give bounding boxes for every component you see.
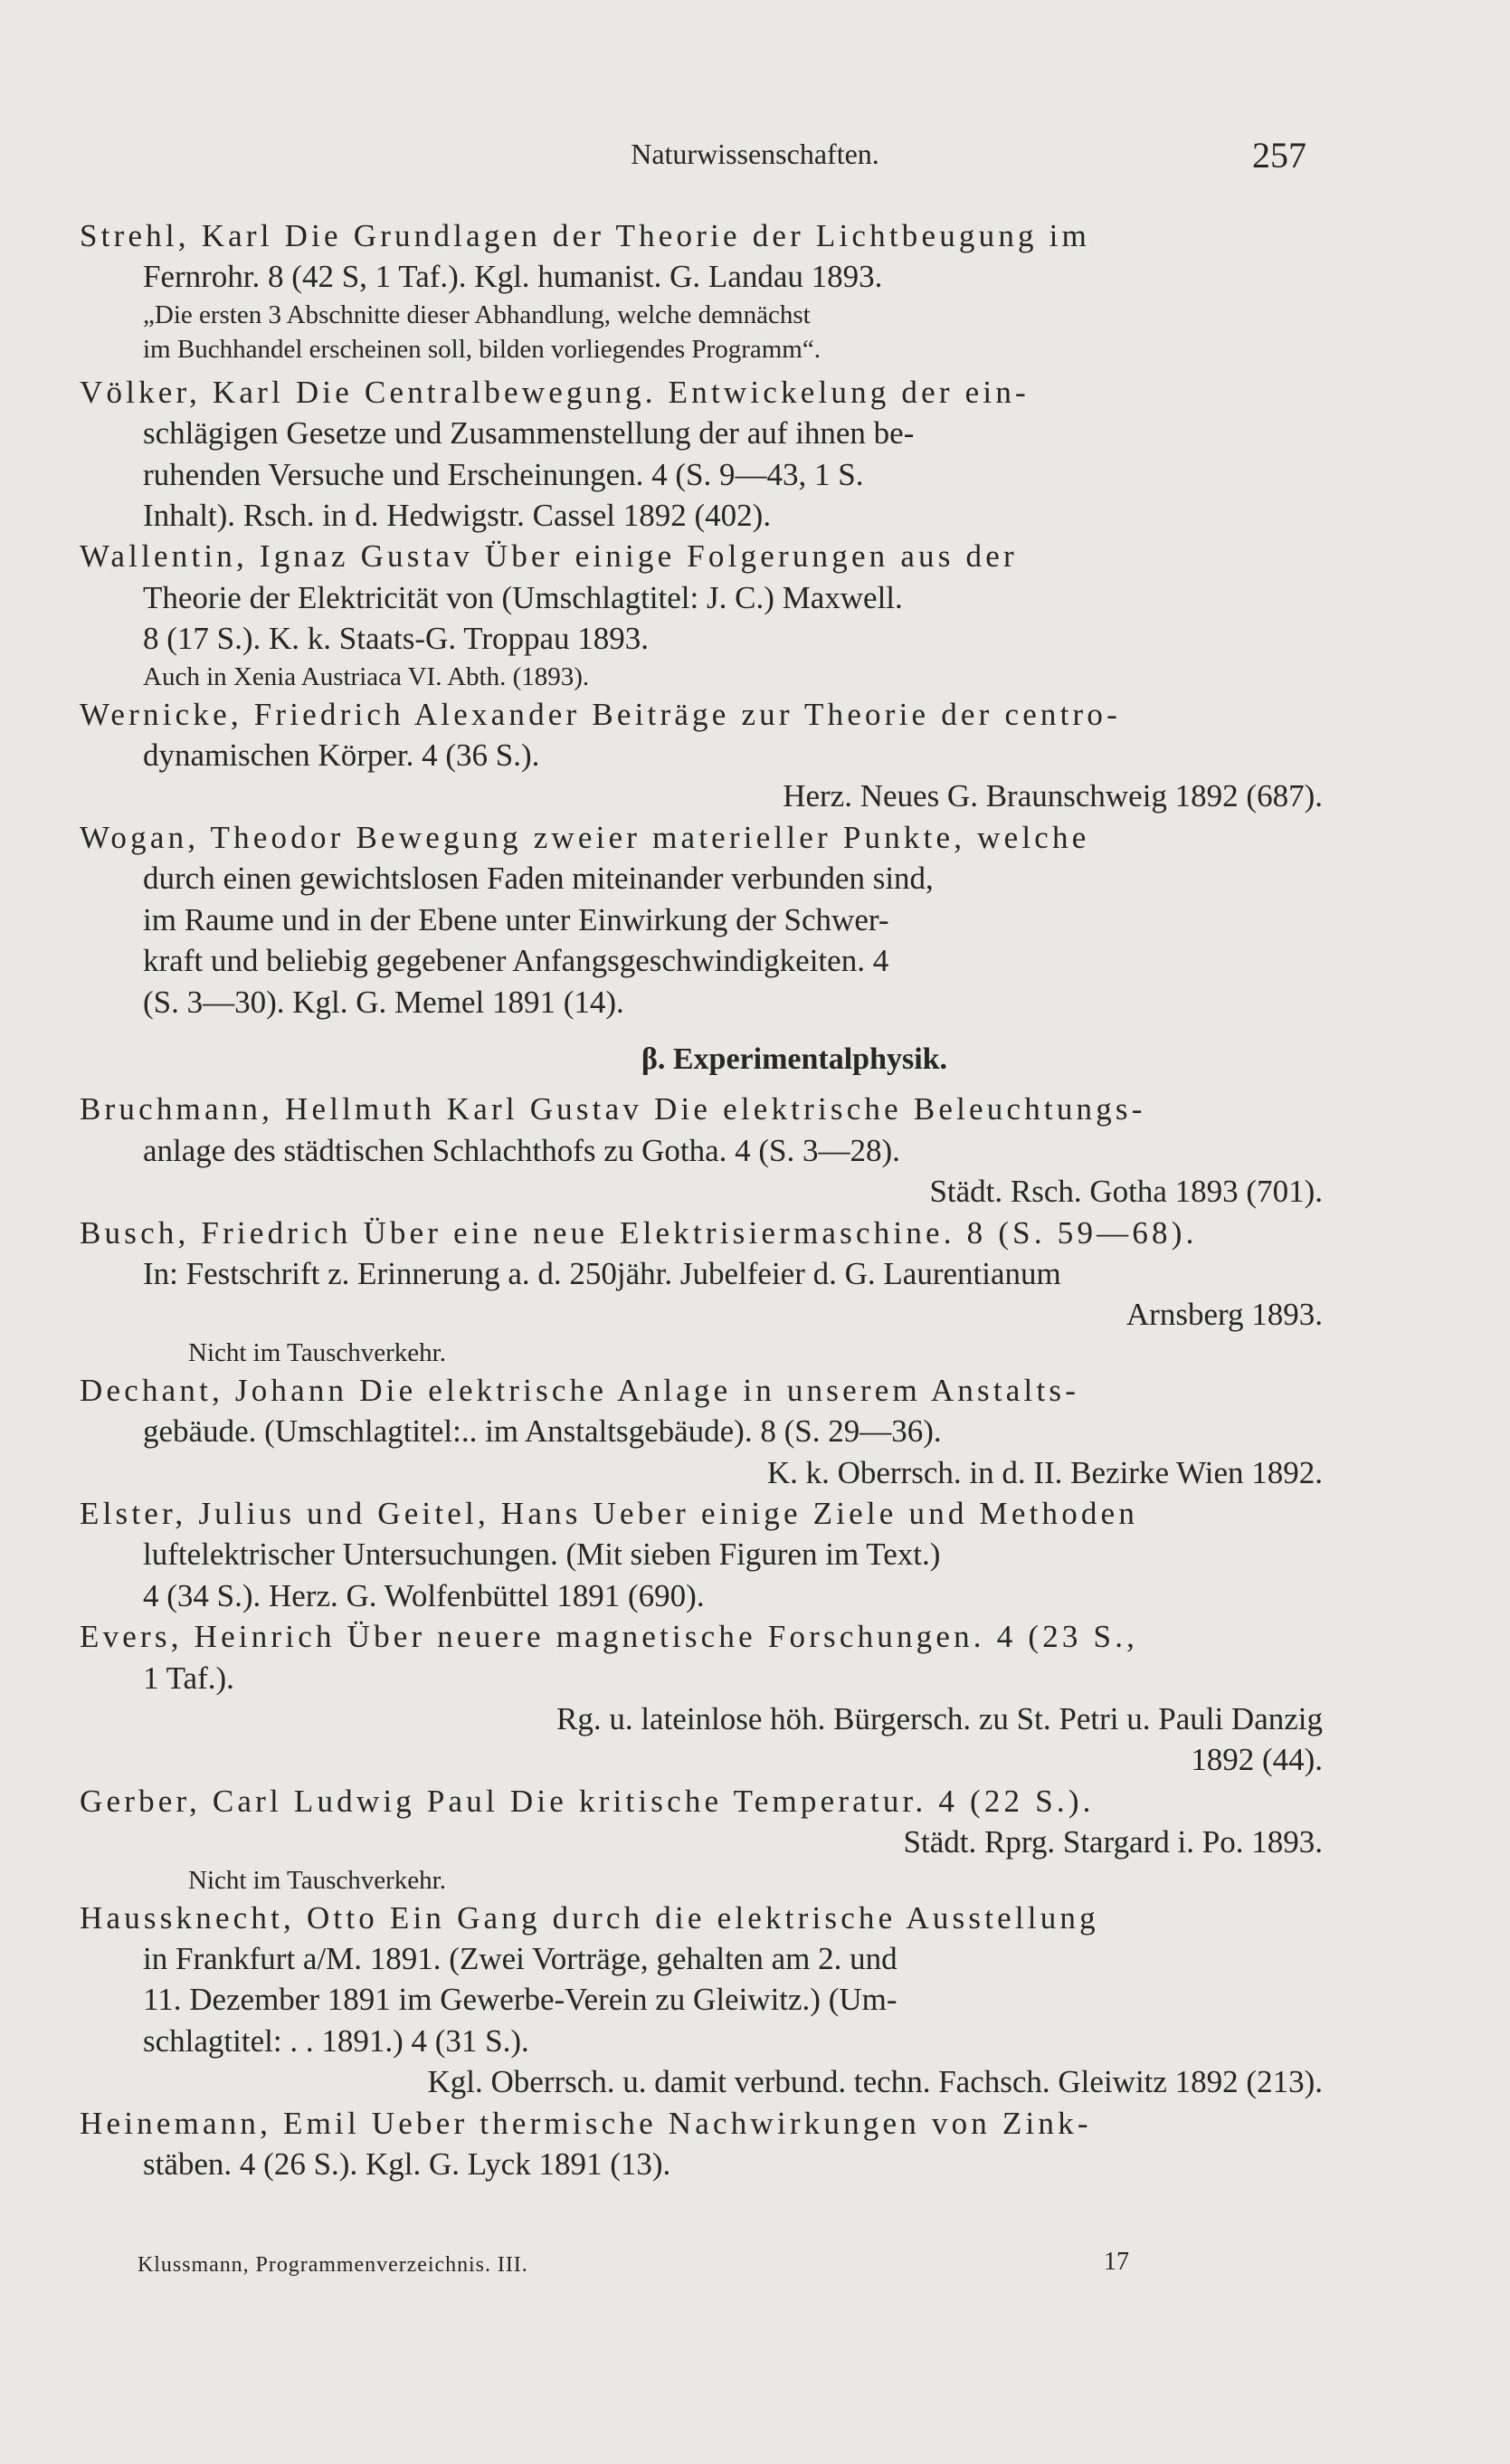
entry-line: 1892 (44). <box>1191 1742 1323 1778</box>
bibliography-list <box>80 215 1328 2184</box>
entry-line: Gerber, Carl Ludwig Paul Die kritische Temperatur. 4 (22 S.). <box>80 1783 1095 1819</box>
entry-evers <box>80 1616 1328 1781</box>
entry-wogan <box>80 817 1328 1023</box>
entry-line: schlägigen Gesetze und Zusammenstellung der auf ihnen be- <box>143 415 915 452</box>
entry-line: Arnsberg 1893. <box>1125 1297 1323 1333</box>
entry-line: Wernicke, Friedrich Alexander Beiträge zur Theorie der centro- <box>80 696 1121 732</box>
entry-line: Evers, Heinrich Über neuere magnetische Forschungen. 4 (23 S., <box>80 1619 1139 1655</box>
entry-line: Theorie der Elektricität von (Umschlagtitel: J. C.) Maxwell. <box>143 579 903 615</box>
page-number: 257 <box>1252 135 1306 176</box>
entry-line: Haussknecht, Otto Ein Gang durch die elektrische Ausstellung <box>80 1899 1099 1936</box>
entry-line: 4 (34 S.). Herz. G. Wolfenbüttel 1891 (690). <box>143 1577 705 1613</box>
entry-line: 1 Taf.). <box>143 1660 234 1696</box>
entry-line: Bruchmann, Hellmuth Karl Gustav Die elektrische Beleuchtungs- <box>80 1091 1146 1127</box>
entry-line: 8 (17 S.). K. k. Staats-G. Troppau 1893. <box>143 621 650 657</box>
entry-line: ruhenden Versuche und Erscheinungen. 4 (S. 9—43, 1 S. <box>143 456 864 492</box>
entry-strehl <box>80 215 1328 366</box>
signature-mark: 17 <box>1104 2248 1129 2276</box>
entry-dechant <box>80 1370 1328 1493</box>
entry-line: luftelektrischer Untersuchungen. (Mit sieben Figuren im Text.) <box>143 1536 941 1573</box>
entry-line: Völker, Karl Die Centralbewegung. Entwickelung der ein- <box>80 374 1030 410</box>
entry-line: gebäude. (Umschlagtitel:.. im Anstaltsgebäude). 8 (S. 29—36). <box>143 1413 942 1450</box>
entry-wernicke <box>80 694 1328 817</box>
entry-line: anlage des städtischen Schlachthofs zu Gotha. 4 (S. 3—28). <box>143 1132 900 1168</box>
entry-line: Heinemann, Emil Ueber thermische Nachwirkungen von Zink- <box>80 2105 1092 2141</box>
entry-line: Inhalt). Rsch. in d. Hedwigstr. Cassel 1892 (402). <box>143 498 772 534</box>
entry-line: im Raume und in der Ebene unter Einwirkung der Schwer- <box>143 901 889 937</box>
entry-line: schlagtitel: . . 1891.) 4 (31 S.). <box>143 2022 529 2059</box>
entry-line: Strehl, Karl Die Grundlagen der Theorie der Lichtbeugung im <box>80 218 1091 253</box>
entry-line: Städt. Rprg. Stargard i. Po. 1893. <box>903 1824 1323 1860</box>
entry-line: Busch, Friedrich Über eine neue Elektrisiermaschine. 8 (S. 59—68). <box>80 1214 1198 1251</box>
entry-haussknecht <box>80 1898 1328 2103</box>
entry-bruchmann <box>80 1089 1328 1212</box>
entry-elster <box>80 1493 1328 1616</box>
entry-note: Nicht im Tauschverkehr. <box>188 1865 446 1895</box>
entry-line: In: Festschrift z. Erinnerung a. d. 250jähr. Jubelfeier d. G. Laurentianum <box>143 1255 1061 1291</box>
entry-line: (S. 3—30). Kgl. G. Memel 1891 (14). <box>143 984 624 1020</box>
entry-note: Auch in Xenia Austriaca VI. Abth. (1893). <box>143 661 590 691</box>
entry-line: Wallentin, Ignaz Gustav Über einige Folgerungen aus der <box>80 538 1018 575</box>
entry-line: Dechant, Johann Die elektrische Anlage in unserem Anstalts- <box>80 1372 1080 1408</box>
entry-line: Städt. Rsch. Gotha 1893 (701). <box>929 1174 1323 1210</box>
entry-wallentin <box>80 536 1328 693</box>
entry-voelker <box>80 372 1328 537</box>
entry-line: Herz. Neues G. Braunschweig 1892 (687). <box>783 778 1323 814</box>
page-footer: Klussmann, Programmenverzeichnis. III. <box>138 2253 528 2277</box>
entry-line: Wogan, Theodor Bewegung zweier materieller Punkte, welche <box>80 819 1090 855</box>
entry-note: im Buchhandel erscheinen soll, bilden vorliegendes Programm“. <box>143 334 821 364</box>
entry-busch <box>80 1213 1328 1370</box>
entry-line: 11. Dezember 1891 im Gewerbe-Verein zu Gleiwitz.) (Um- <box>143 1982 897 2018</box>
entry-line: Elster, Julius und Geitel, Hans Ueber einige Ziele und Methoden <box>80 1495 1139 1531</box>
entry-heinemann <box>80 2103 1328 2185</box>
entry-gerber <box>80 1781 1328 1898</box>
entry-line: kraft und beliebig gegebener Anfangsgeschwindigkeiten. 4 <box>143 943 889 979</box>
entry-line: K. k. Oberrsch. in d. II. Bezirke Wien 1892. <box>766 1454 1323 1490</box>
entry-line: Fernrohr. 8 (42 S, 1 Taf.). Kgl. humanist. G. Landau 1893. <box>143 259 883 295</box>
entry-line: dynamischen Körper. 4 (36 S.). <box>143 737 540 774</box>
entry-note: Nicht im Tauschverkehr. <box>188 1337 446 1367</box>
entry-line: durch einen gewichtslosen Faden miteinander verbunden sind, <box>143 861 934 897</box>
entry-line: Kgl. Oberrsch. u. damit verbund. techn. Fachsch. Gleiwitz 1892 (213). <box>427 2064 1323 2100</box>
entry-line: Rg. u. lateinlose höh. Bürgersch. zu St. Petri u. Pauli Danzig <box>556 1701 1323 1736</box>
section-heading: β. Experimentalphysik. <box>641 1042 948 1076</box>
entry-note: „Die ersten 3 Abschnitte dieser Abhandlung, welche demnächst <box>143 300 811 329</box>
running-header: Naturwissenschaften. <box>631 138 879 170</box>
entry-line: in Frankfurt a/M. 1891. (Zwei Vorträge, gehalten am 2. und <box>143 1941 897 1977</box>
entry-line: stäben. 4 (26 S.). Kgl. G. Lyck 1891 (13). <box>143 2146 671 2183</box>
